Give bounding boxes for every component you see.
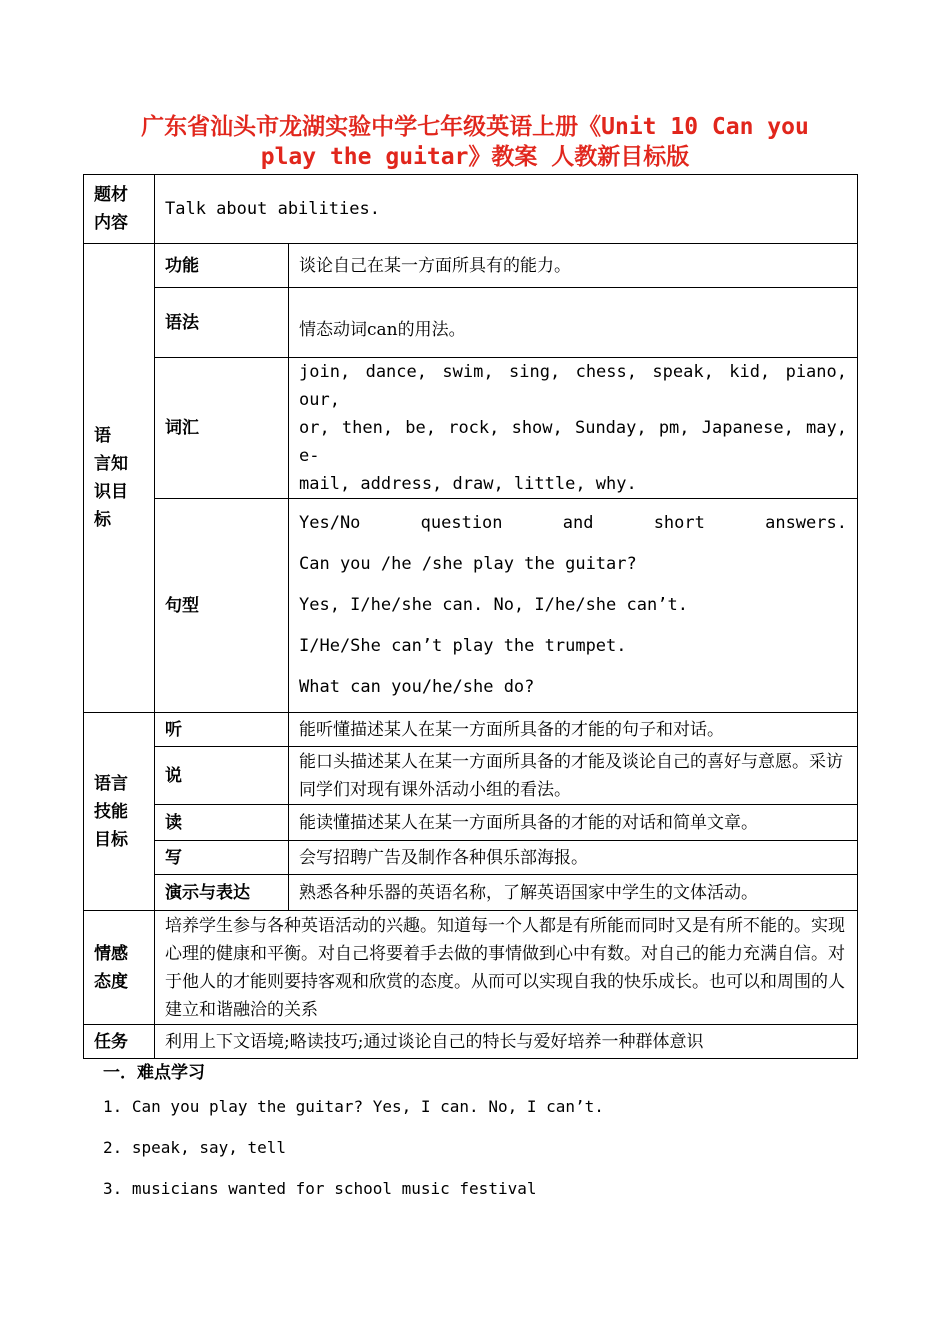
row-topic bbox=[84, 175, 858, 244]
vocabulary-line: mail, address, draw, little, why. bbox=[299, 474, 637, 494]
sentence-value bbox=[289, 499, 858, 713]
document-title bbox=[90, 112, 860, 172]
presenting-value: 熟悉各种乐器的英语名称，了解英语国家中学生的文体活动。 bbox=[289, 875, 858, 911]
note-item: 1. Can you play the guitar? Yes, I can. No, I can’t. bbox=[103, 1097, 604, 1116]
section-heading: 一．难点学习 bbox=[103, 1063, 205, 1083]
topic-label: 题材内容 bbox=[84, 175, 155, 244]
vocabulary-value bbox=[289, 358, 858, 499]
title-line-2: play the guitar》教案 人教新目标版 bbox=[260, 144, 690, 170]
vocabulary-label: 词汇 bbox=[155, 358, 289, 499]
presenting-label: 演示与表达 bbox=[155, 875, 289, 911]
row-presenting bbox=[84, 875, 858, 911]
knowledge-goal-label: 语 言知识目标 bbox=[84, 244, 155, 713]
sentence-line: Can you /he /she play the guitar? bbox=[299, 554, 637, 574]
emotion-label: 情感态度 bbox=[84, 911, 155, 1025]
row-vocabulary bbox=[84, 358, 858, 499]
grammar-value: 情态动词can的用法。 bbox=[289, 288, 858, 358]
difficult-points-section bbox=[103, 1060, 853, 1209]
vocabulary-line: join, dance, swim, sing, chess, speak, kid, piano, our, bbox=[299, 362, 847, 410]
row-task bbox=[84, 1025, 858, 1059]
listening-label: 听 bbox=[155, 713, 289, 747]
task-value: 利用上下文语境;略读技巧;通过谈论自己的特长与爱好培养一种群体意识 bbox=[155, 1025, 858, 1059]
speaking-value: 能口头描述某人在某一方面所具备的才能及谈论自己的喜好与意愿。采访同学们对现有课外活动小组的看法。 bbox=[289, 747, 858, 805]
lesson-plan-table bbox=[83, 174, 858, 1059]
row-grammar bbox=[84, 288, 858, 358]
emotion-value: 培养学生参与各种英语活动的兴趣。知道每一个人都是有所能而同时又是有所不能的。实现心理的健康和平衡。对自己将要着手去做的事情做到心中有数。对自己的能力充满自信。对于他人的才能则要持客观和欣赏的态度。从而可以实现自我的快乐成长。也可以和周围的人建立和谐融洽的关系 bbox=[155, 911, 858, 1025]
row-sentences bbox=[84, 499, 858, 713]
topic-value: Talk about abilities. bbox=[155, 175, 858, 244]
row-emotion bbox=[84, 911, 858, 1025]
note-item: 3. musicians wanted for school music festival bbox=[103, 1179, 537, 1198]
row-writing bbox=[84, 841, 858, 875]
task-label: 任务 bbox=[84, 1025, 155, 1059]
reading-value: 能读懂描述某人在某一方面所具备的才能的对话和简单文章。 bbox=[289, 805, 858, 841]
function-value: 谈论自己在某一方面所具有的能力。 bbox=[289, 244, 858, 288]
function-label: 功能 bbox=[155, 244, 289, 288]
grammar-label: 语法 bbox=[155, 288, 289, 358]
sentence-line: What can you/he/she do? bbox=[299, 677, 535, 697]
vocabulary-line: or, then, be, rock, show, Sunday, pm, Japanese, may, e- bbox=[299, 418, 847, 466]
sentence-line: Yes, I/he/she can. No, I/he/she can’t. bbox=[299, 595, 688, 615]
speaking-label: 说 bbox=[155, 747, 289, 805]
reading-label: 读 bbox=[155, 805, 289, 841]
row-speaking bbox=[84, 747, 858, 805]
note-item: 2. speak, say, tell bbox=[103, 1138, 287, 1157]
writing-label: 写 bbox=[155, 841, 289, 875]
listening-value: 能听懂描述某人在某一方面所具备的才能的句子和对话。 bbox=[289, 713, 858, 747]
row-function bbox=[84, 244, 858, 288]
title-line-1: 广东省汕头市龙湖实验中学七年级英语上册《Unit 10 Can you bbox=[141, 114, 809, 140]
writing-value: 会写招聘广告及制作各种俱乐部海报。 bbox=[289, 841, 858, 875]
row-listening bbox=[84, 713, 858, 747]
sentence-line: I/He/She can’t play the trumpet. bbox=[299, 636, 627, 656]
row-reading bbox=[84, 805, 858, 841]
sentence-label: 句型 bbox=[155, 499, 289, 713]
sentence-line: Yes/No question and short answers. bbox=[299, 513, 847, 533]
skills-goal-label: 语言技能目标 bbox=[84, 713, 155, 911]
